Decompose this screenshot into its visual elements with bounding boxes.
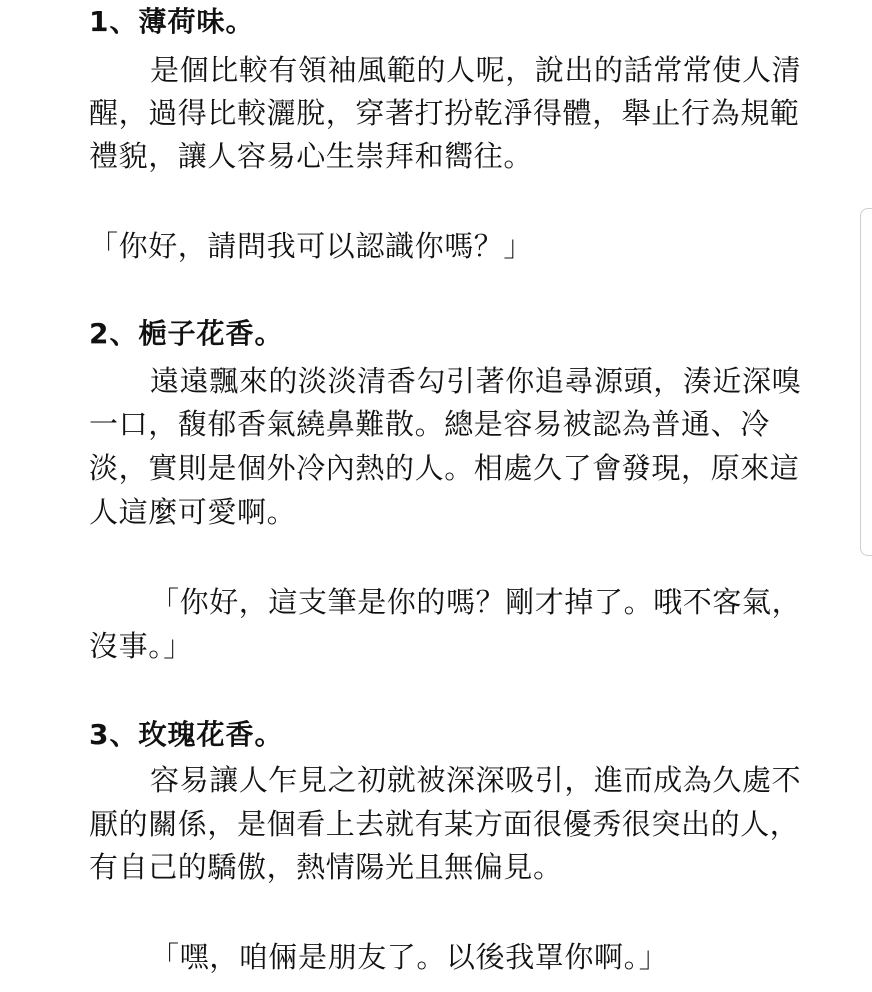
section-3-quote-line-1: 「嘿，咱倆是朋友了。以後我罩你啊。」 [150,940,669,974]
section-2-line-1: 遠遠飄來的淡淡清香勾引著你追尋源頭，湊近深嗅 [150,364,802,398]
scrollbar-thumb[interactable] [860,208,872,556]
section-1-line-1: 是個比較有領袖風範的人呢，說出的話常常使人清 [150,53,802,87]
section-1-line-2: 醒，過得比較灑脫，穿著打扮乾淨得體，舉止行為規範 [89,96,800,130]
section-3-line-1: 容易讓人乍見之初就被深深吸引，進而成為久處不 [150,763,802,797]
section-2-quote-line-1: 「你好，這支筆是你的嗎？剛才掉了。哦不客氣， [150,585,802,619]
section-2-line-3: 淡，實則是個外冷內熱的人。相處久了會發現，原來這 [89,451,800,485]
section-1-heading: 1、薄荷味。 [89,5,255,38]
section-2-line-4: 人這麼可愛啊。 [89,495,297,529]
section-3-line-3: 有自己的驕傲，熱情陽光且無偏見。 [89,850,563,884]
section-1-quote-line-1: 「你好，請問我可以認識你嗎？」 [89,229,534,263]
section-3-line-2: 厭的關係，是個看上去就有某方面很優秀很突出的人， [89,807,800,841]
section-1-line-3: 禮貌，讓人容易心生崇拜和嚮往。 [89,139,534,173]
section-2-line-2: 一口，馥郁香氣繞鼻難散。總是容易被認為普通、冷 [89,407,770,441]
section-3-heading: 3、玫瑰花香。 [89,718,284,751]
section-2-quote-line-2: 沒事。」 [89,629,193,663]
section-2-heading: 2、梔子花香。 [89,317,284,350]
